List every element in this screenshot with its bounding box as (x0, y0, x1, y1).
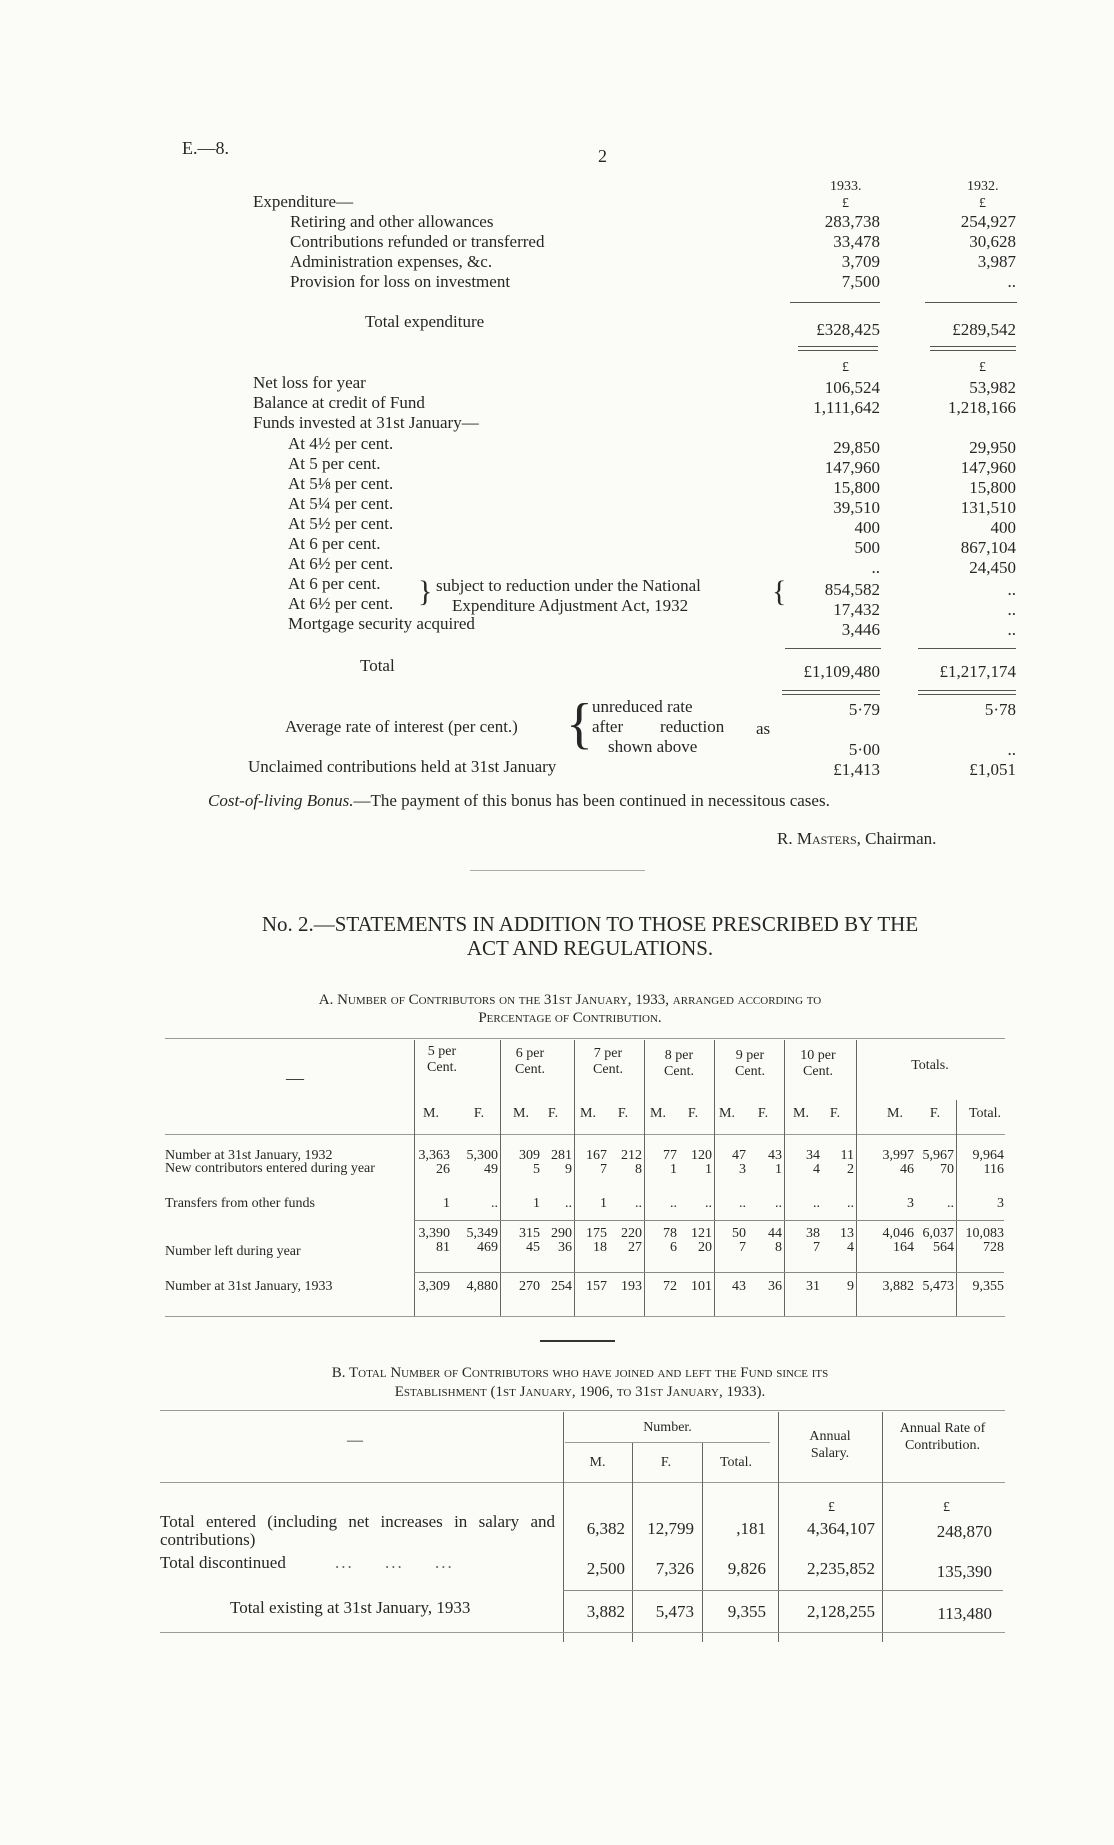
group-header: 6 per Cent. (515, 1046, 545, 1077)
table-b-total: 9,826 (727, 1559, 766, 1578)
table-a-cell: 3 (907, 1196, 914, 1211)
col-sep (714, 1040, 715, 1316)
table-a-cell: 3 (739, 1162, 746, 1177)
table-a-cell: 1 (533, 1196, 540, 1211)
investment-1933: 400 (854, 518, 880, 537)
table-b-salary: 2,235,852 (807, 1559, 875, 1578)
table-a-bottom-rule (165, 1316, 1005, 1317)
investment-1933: .. (871, 558, 880, 577)
table-a-cell: 77 (663, 1148, 677, 1163)
expenditure-value-1933: 283,738 (824, 212, 880, 231)
avg-rate-1933-unreduced: 5·79 (848, 700, 880, 719)
table-a-header-rule (165, 1134, 1005, 1135)
subheader-cell: M. (719, 1106, 735, 1121)
table-b-col-sep (882, 1412, 883, 1642)
expenditure-label: Provision for loss on investment (290, 272, 511, 291)
subheader-cell: F. (547, 1106, 559, 1121)
expenditure-value-1932: 254,927 (960, 212, 1016, 231)
table-a-cell: 44 (768, 1226, 782, 1241)
table-a-cell: 38 (806, 1226, 820, 1241)
avg-rate-1933-reduced: 5·00 (848, 740, 880, 759)
table-a-cell: 1 (443, 1196, 450, 1211)
table-a-cell: 4 (847, 1240, 854, 1255)
table-a-row-label: Number at 31st January, 1933 (165, 1279, 333, 1294)
group-header: 10 per Cent. (800, 1048, 836, 1079)
year-1932-header: 1932. (967, 179, 999, 194)
group-header: 7 per Cent. (593, 1046, 623, 1077)
investment-label: Mortgage security acquired (288, 614, 475, 633)
investment-label: At 6½ per cent. (288, 554, 394, 573)
table-a-cell: 9,355 (972, 1279, 1004, 1294)
table-b-number-rule (565, 1442, 770, 1443)
currency-1932: £ (979, 196, 986, 211)
table-b-subtotal-rule (563, 1590, 1003, 1591)
net-loss-1933: 106,524 (824, 378, 880, 397)
expenditure-value-1932: .. (1007, 272, 1016, 291)
group-header: 5 per Cent. (427, 1044, 457, 1075)
table-a-cell: 1 (600, 1196, 607, 1211)
reduction-note-line-2: Expenditure Adjustment Act, 1932 (452, 596, 689, 615)
table-a-cell: 43 (732, 1279, 746, 1294)
table-a-cell: 728 (983, 1240, 1004, 1255)
subheader-cell: F. (617, 1106, 629, 1121)
net-loss-1932: 53,982 (969, 378, 1016, 397)
investment-label: At 5½ per cent. (288, 514, 394, 533)
table-a-cell: 27 (628, 1240, 642, 1255)
investment-1933: 500 (854, 538, 880, 557)
balance-1932: 1,218,166 (948, 398, 1016, 417)
table-a-cell: 26 (436, 1162, 450, 1177)
rule-total-1933 (785, 648, 881, 649)
currency-1933: £ (842, 360, 849, 375)
table-a-cell: 175 (586, 1226, 607, 1241)
table-a-cell: 3 (997, 1196, 1004, 1211)
table-a-cell: 2 (847, 1162, 854, 1177)
total-expenditure-1932: £289,542 (952, 320, 1016, 339)
investment-1932: .. (1007, 580, 1016, 599)
table-a-cell: 5,300 (466, 1148, 498, 1163)
table-b-rate-head: Annual Rate of Contribution. (899, 1421, 986, 1453)
investment-1932: 15,800 (969, 478, 1016, 497)
investment-label: At 4½ per cent. (288, 434, 394, 453)
signature-role: Chairman. (865, 829, 937, 848)
table-a-cell: 7 (600, 1162, 607, 1177)
table-a-cell: 116 (983, 1162, 1004, 1177)
table-a-cell: .. (813, 1196, 820, 1211)
table-b-title-line-1: B. Total Number of Contributors who have joined and left the Fund since its (331, 1365, 829, 1381)
subheader-cell: M. (887, 1106, 903, 1121)
table-b-row-label: Total entered (including net increases in salary and contributions) (160, 1512, 555, 1549)
group-header: 9 per Cent. (735, 1048, 765, 1079)
investment-1932: 147,960 (960, 458, 1016, 477)
table-a-row-label: Number at 31st January, 1932 (165, 1148, 333, 1163)
table-a-cell: 6 (670, 1240, 677, 1255)
table-a-cell: 13 (840, 1226, 854, 1241)
table-b-rate: 113,480 (937, 1604, 992, 1623)
bonus-title: Cost-of-living Bonus. (208, 791, 354, 810)
expenditure-value-1932: 30,628 (969, 232, 1016, 251)
table-a-cell: 101 (691, 1279, 712, 1294)
double-rule-total-1933 (782, 694, 880, 695)
table-a-cell: 4 (813, 1162, 820, 1177)
table-a-cell: .. (635, 1196, 642, 1211)
investment-1932: .. (1007, 600, 1016, 619)
investment-label: At 6½ per cent. (288, 594, 394, 613)
table-a-cell: 72 (663, 1279, 677, 1294)
table-b-f: 5,473 (655, 1602, 694, 1621)
table-b-f: 12,799 (647, 1519, 694, 1538)
unclaimed-1932: £1,051 (969, 760, 1016, 779)
table-a-cell: 7 (813, 1240, 820, 1255)
table-a-top-rule (165, 1038, 1005, 1039)
table-a-cell: 11 (840, 1148, 854, 1163)
table-a-cell: 212 (621, 1148, 642, 1163)
avg-rate-label: Average rate of interest (per cent.) (285, 717, 518, 736)
table-a-cell: 18 (593, 1240, 607, 1255)
table-b-rate: 135,390 (936, 1562, 992, 1581)
avg-reduction: reduction (660, 717, 725, 736)
table-a-cell: 9,964 (972, 1148, 1004, 1163)
table-a-cell: 3,882 (882, 1279, 914, 1294)
table-a-cell: 70 (940, 1162, 954, 1177)
funds-total-label: Total (360, 656, 395, 675)
table-b-m: 2,500 (586, 1559, 625, 1578)
avg-rate-1932-reduced: .. (1007, 740, 1016, 759)
investment-1932: 24,450 (969, 558, 1016, 577)
table-a-cell: 469 (477, 1240, 498, 1255)
subheader-cell: M. (423, 1106, 439, 1121)
investment-label: At 6 per cent. (288, 574, 381, 593)
signature (777, 829, 936, 849)
table-a-cell: 5,967 (922, 1148, 954, 1163)
total-expenditure-1933: £328,425 (816, 320, 880, 339)
table-b-col-sep (778, 1412, 779, 1642)
table-a-cell: .. (947, 1196, 954, 1211)
page-reference: E.—8. (182, 138, 229, 158)
investment-1932: 400 (990, 518, 1016, 537)
expenditure-label: Contributions refunded or transferred (290, 232, 545, 251)
section-2-heading-line-2: ACT AND REGULATIONS. (466, 936, 714, 960)
table-a-title-line-1: A. Number of Contributors on the 31st January, 1933, arranged according to (318, 992, 822, 1008)
table-b-header-rule (160, 1482, 1005, 1483)
investment-1933: 39,510 (833, 498, 880, 517)
col-sep (856, 1040, 857, 1316)
table-a-cell: 164 (893, 1240, 914, 1255)
table-a-cell: 3,309 (418, 1279, 450, 1294)
table-b-row-label: Total discontinued (160, 1553, 286, 1572)
table-a-cell: 49 (484, 1162, 498, 1177)
subheader-cell: F. (929, 1106, 941, 1121)
table-a-row-label: Number left during year (165, 1244, 301, 1259)
total-expenditure-label: Total expenditure (365, 312, 485, 331)
net-loss-label: Net loss for year (253, 373, 366, 392)
table-b-row-label: Total existing at 31st January, 1933 (230, 1598, 471, 1617)
subheader-cell: M. (580, 1106, 596, 1121)
subheader-cell: F. (473, 1106, 485, 1121)
table-a-cell: 5 (533, 1162, 540, 1177)
subheader-cell: M. (650, 1106, 666, 1121)
investment-1933: 15,800 (833, 478, 880, 497)
rule-total-1932 (918, 648, 1016, 649)
rule-1933 (790, 302, 880, 303)
table-b-rate: 248,870 (936, 1522, 992, 1541)
table-a-cell: 6,037 (922, 1226, 954, 1241)
table-a-cell: 43 (768, 1148, 782, 1163)
table-a-cell: 254 (551, 1279, 572, 1294)
table-a-cell: 315 (519, 1226, 540, 1241)
signature-name: R. Masters, (777, 829, 861, 848)
double-rule-1933 (798, 346, 878, 347)
expenditure-heading: Expenditure— (253, 192, 354, 211)
page-number: 2 (598, 146, 607, 166)
table-b-currency-rate: £ (943, 1500, 950, 1515)
table-a-cell: 157 (586, 1279, 607, 1294)
table-a-cell: 1 (705, 1162, 712, 1177)
table-a-cell: 36 (558, 1240, 572, 1255)
table-a-cell: 4,046 (882, 1226, 914, 1241)
expenditure-value-1933: 7,500 (841, 272, 880, 291)
investment-label: At 5⅛ per cent. (288, 474, 394, 493)
double-rule-1933 (798, 350, 878, 351)
expenditure-label: Administration expenses, &c. (290, 252, 493, 271)
investment-label: At 5¼ per cent. (288, 494, 394, 513)
table-a-cell: 3,363 (418, 1148, 450, 1163)
investment-1932: 29,950 (969, 438, 1016, 457)
table-b-col-total: Total. (719, 1455, 753, 1470)
table-a-cell: .. (775, 1196, 782, 1211)
table-a-cell: 270 (519, 1279, 540, 1294)
table-a-cell: 20 (698, 1240, 712, 1255)
expenditure-label: Retiring and other allowances (290, 212, 494, 231)
investment-1933: 3,446 (841, 620, 880, 639)
expenditure-value-1933: 3,709 (841, 252, 880, 271)
table-b-salary: 2,128,255 (807, 1602, 875, 1621)
investment-1932: .. (1007, 620, 1016, 639)
table-a-cell: .. (847, 1196, 854, 1211)
table-a-cell: 10,083 (965, 1226, 1004, 1241)
double-rule-total-1932 (918, 694, 1016, 695)
table-a-cell: 3,997 (882, 1148, 914, 1163)
section-2-heading-line-1: No. 2.—STATEMENTS IN ADDITION TO THOSE PRESCRIBED BY THE (261, 912, 919, 936)
funds-total-1932: £1,217,174 (939, 662, 1016, 681)
section-divider (470, 870, 645, 871)
table-a-cell: 121 (691, 1226, 712, 1241)
col-sep (644, 1040, 645, 1316)
balance-1933: 1,111,642 (813, 398, 880, 417)
subheader-cell: M. (793, 1106, 809, 1121)
investment-1932: 867,104 (960, 538, 1016, 557)
table-a-cell: 34 (806, 1148, 820, 1163)
subheader-cell: F. (757, 1106, 769, 1121)
investment-1933: 29,850 (833, 438, 880, 457)
funds-total-1933: £1,109,480 (803, 662, 880, 681)
table-b-col-sep (563, 1412, 564, 1642)
table-a-cell: 8 (775, 1240, 782, 1255)
left-bracket: } (418, 575, 433, 608)
table-a-title-line-2: Percentage of Contribution. (478, 1010, 662, 1026)
table-a-cell: .. (705, 1196, 712, 1211)
table-b-col-m: M. (589, 1455, 606, 1470)
table-b-title-line-2: Establishment (1st January, 1906, to 31st January, 1933). (394, 1384, 766, 1400)
table-b-bottom-rule (160, 1632, 1005, 1633)
table-a-cell: 50 (732, 1226, 746, 1241)
table-a-cell: 47 (732, 1148, 746, 1163)
table-a-cell: 564 (933, 1240, 954, 1255)
subheader-cell: F. (687, 1106, 699, 1121)
investment-1933: 147,960 (824, 458, 880, 477)
table-b-currency-salary: £ (828, 1500, 835, 1515)
double-rule-1932 (930, 346, 1016, 347)
section-divider-short (540, 1340, 615, 1342)
investment-label: At 6 per cent. (288, 534, 381, 553)
table-a-cell: 1 (775, 1162, 782, 1177)
table-a-cell: 281 (551, 1148, 572, 1163)
unclaimed-label: Unclaimed contributions held at 31st January (248, 757, 557, 776)
investment-1933: 17,432 (833, 600, 880, 619)
table-a-cell: 78 (663, 1226, 677, 1241)
table-a-subtotal-rule (414, 1220, 1004, 1221)
table-a-cell: 193 (621, 1279, 642, 1294)
balance-label: Balance at credit of Fund (253, 393, 425, 412)
table-a-row-label: New contributors entered during year (165, 1161, 375, 1176)
rule-1932 (925, 302, 1017, 303)
bonus-text: —The payment of this bonus has been continued in necessitous cases. (353, 791, 830, 810)
table-b-top-rule (160, 1410, 1005, 1411)
year-1933-header: 1933. (830, 179, 862, 194)
table-a-cell: 81 (436, 1240, 450, 1255)
investment-1933: 854,582 (824, 580, 880, 599)
double-rule-1932 (930, 350, 1016, 351)
group-header: 8 per Cent. (664, 1048, 694, 1079)
investment-label: At 5 per cent. (288, 454, 381, 473)
col-sep (574, 1040, 575, 1316)
table-a-cell: .. (670, 1196, 677, 1211)
bonus-paragraph (208, 791, 830, 811)
table-a-cell: 36 (768, 1279, 782, 1294)
table-a-cell: 1 (670, 1162, 677, 1177)
double-rule-total-1932 (918, 690, 1016, 691)
funds-invested-heading: Funds invested at 31st January— (253, 413, 479, 432)
table-a-cell: 309 (519, 1148, 540, 1163)
table-b-col-f: F. (660, 1455, 672, 1470)
table-a-cell: .. (739, 1196, 746, 1211)
table-a-cell: 45 (526, 1240, 540, 1255)
avg-as: as (756, 719, 771, 738)
table-a-row-label: Transfers from other funds (165, 1196, 315, 1211)
group-header: Totals. (911, 1058, 949, 1073)
table-b-m: 6,382 (586, 1519, 625, 1538)
table-a-cell: 120 (691, 1148, 712, 1163)
expenditure-value-1932: 3,987 (977, 252, 1016, 271)
col-sep (784, 1040, 785, 1316)
table-b-salary: 4,364,107 (807, 1519, 875, 1538)
subheader-cell: F. (829, 1106, 841, 1121)
table-a-cell: 46 (900, 1162, 914, 1177)
table-a-cell: 31 (806, 1279, 820, 1294)
table-a-stub-dash: — (286, 1068, 304, 1088)
subheader-cell: M. (513, 1106, 529, 1121)
investment-1932: 131,510 (960, 498, 1016, 517)
table-a-final-rule (414, 1272, 1004, 1273)
table-a-cell: 4,880 (466, 1279, 498, 1294)
table-b-number-head: Number. (643, 1420, 692, 1435)
table-a-cell: 7 (739, 1240, 746, 1255)
table-a-cell: 167 (586, 1148, 607, 1163)
table-b-leader-dots: ... ... ... (335, 1553, 454, 1572)
avg-shown: shown above (608, 737, 698, 756)
table-b-f: 7,326 (655, 1559, 694, 1578)
double-rule-total-1933 (782, 690, 880, 691)
table-b-total: ,181 (736, 1519, 766, 1538)
expenditure-value-1933: 33,478 (833, 232, 880, 251)
table-b-total: 9,355 (727, 1602, 766, 1621)
table-b-m: 3,882 (586, 1602, 625, 1621)
avg-rate-brace: { (566, 693, 593, 755)
avg-rate-1932-unreduced: 5·78 (984, 700, 1016, 719)
table-a-cell: 3,390 (418, 1226, 450, 1241)
right-bracket: { (772, 575, 787, 608)
avg-unreduced: unreduced rate (592, 697, 693, 716)
col-sep (414, 1040, 415, 1316)
currency-1933: £ (842, 196, 849, 211)
table-a-cell: 5,473 (922, 1279, 954, 1294)
col-sep (500, 1040, 501, 1316)
table-b-salary-head: Annual Salary. (809, 1429, 851, 1461)
table-a-cell: 220 (621, 1226, 642, 1241)
avg-after: after (592, 717, 624, 736)
table-a-cell: 9 (847, 1279, 854, 1294)
table-a-cell: .. (565, 1196, 572, 1211)
table-a-cell: .. (491, 1196, 498, 1211)
currency-1932: £ (979, 360, 986, 375)
unclaimed-1933: £1,413 (833, 760, 880, 779)
table-a-cell: 290 (551, 1226, 572, 1241)
table-a-cell: 9 (565, 1162, 572, 1177)
reduction-note-line-1: subject to reduction under the National (436, 576, 701, 595)
table-b-stub-dash: — (347, 1432, 363, 1449)
subheader-cell: Total. (968, 1106, 1002, 1121)
table-a-cell: 8 (635, 1162, 642, 1177)
table-a-cell: 5,349 (466, 1226, 498, 1241)
